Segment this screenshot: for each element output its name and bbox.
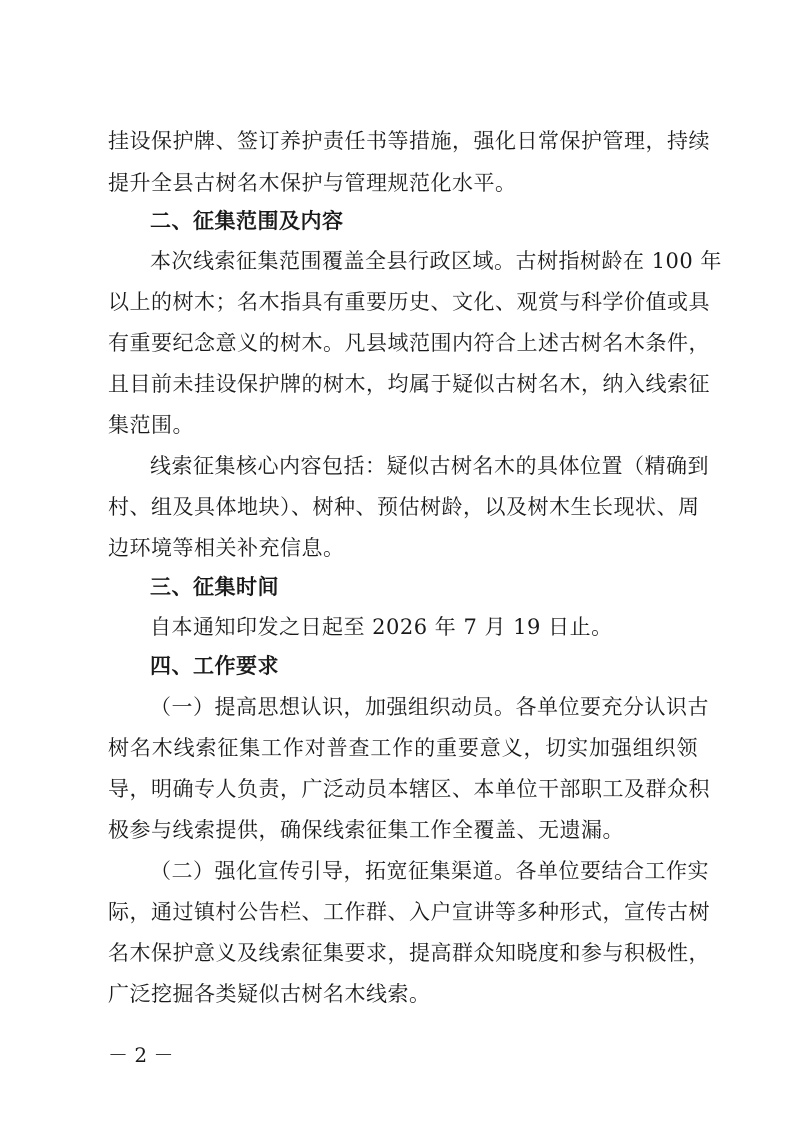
paragraph-line: 名木保护意义及线索征集要求，提高群众知晓度和参与积极性， bbox=[108, 941, 710, 965]
paragraph-line: 自本通知印发之日起至 2026 年 7 月 19 日止。 bbox=[150, 615, 613, 639]
section-heading: 四、工作要求 bbox=[150, 654, 279, 678]
paragraph-line: 树名木线索征集工作对普查工作的重要意义，切实加强组织领 bbox=[108, 736, 698, 760]
paragraph-line: 村、组及具体地块）、树种、预估树龄，以及树木生长现状、周 bbox=[108, 495, 700, 519]
paragraph-line: （一）提高思想认识，加强组织动员。各单位要充分认识古 bbox=[150, 695, 709, 719]
paragraph-line: 提升全县古树名木保护与管理规范化水平。 bbox=[108, 171, 517, 195]
paragraph-line: 际，通过镇村公告栏、工作群、入户宣讲等多种形式，宣传古树 bbox=[108, 900, 710, 924]
paragraph-line: 线索征集核心内容包括：疑似古树名木的具体位置（精确到 bbox=[150, 454, 709, 478]
paragraph-line: 广泛挖掘各类疑似古树名木线索。 bbox=[108, 982, 431, 1006]
section-heading: 三、征集时间 bbox=[150, 575, 279, 599]
paragraph-line: 极参与线索提供，确保线索征集工作全覆盖、无遗漏。 bbox=[108, 818, 624, 842]
paragraph-line: 导，明确专人负责，广泛动员本辖区、本单位干部职工及群众积 bbox=[108, 777, 710, 801]
paragraph-line: 有重要纪念意义的树木。凡县域范围内符合上述古树名木条件， bbox=[108, 331, 710, 355]
paragraph-line: 以上的树木；名木指具有重要历史、文化、观赏与科学价值或具 bbox=[108, 290, 710, 314]
page-number: － 2 － bbox=[108, 1043, 174, 1067]
paragraph-line: 挂设保护牌、签订养护责任书等措施，强化日常保护管理，持续 bbox=[108, 129, 710, 153]
paragraph-line: （二）强化宣传引导，拓宽征集渠道。各单位要结合工作实 bbox=[150, 859, 709, 883]
paragraph-line: 且目前未挂设保护牌的树木，均属于疑似古树名木，纳入线索征 bbox=[108, 372, 710, 396]
paragraph-line: 边环境等相关补充信息。 bbox=[108, 536, 345, 560]
section-heading: 二、征集范围及内容 bbox=[150, 209, 344, 233]
paragraph-line: 本次线索征集范围覆盖全县行政区域。古树指树龄在 100 年 bbox=[150, 249, 722, 273]
paragraph-line: 集范围。 bbox=[108, 413, 194, 437]
